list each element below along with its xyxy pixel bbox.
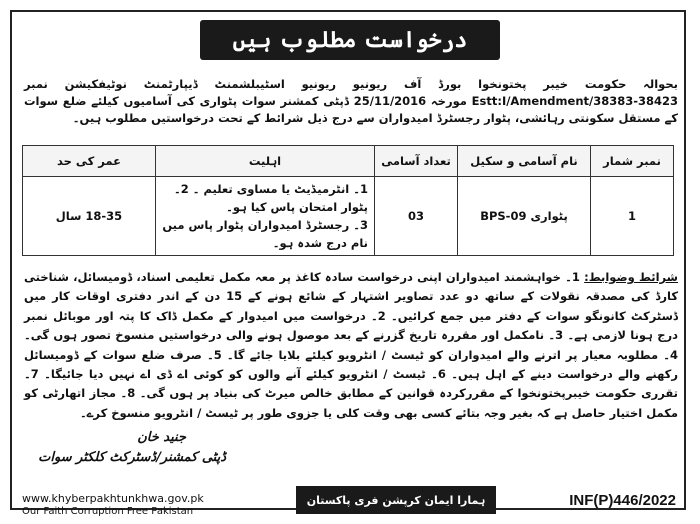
header-qualification: اہلیت — [156, 146, 375, 177]
vacancy-table — [22, 145, 674, 256]
cell-qualification — [156, 177, 375, 256]
reference-number: INF(P)446/2022 — [569, 492, 676, 509]
qualification-line-1: 1۔ انٹرمیڈیٹ یا مساوی تعلیم ۔ 2۔ پٹوار امتحان پاس کیا ہو۔ — [173, 182, 368, 214]
page-title: درخواست مطلوب ہیں — [200, 20, 500, 60]
website-link[interactable]: www.khyberpakhtunkhwa.gov.pk — [22, 492, 204, 505]
signatory-designation: ڈپٹی کمشنر/ڈسٹرکٹ کلکٹر سوات — [38, 450, 226, 465]
signature-block — [26, 428, 226, 468]
slogan-urdu: ہمارا ایمان کرپشن فری پاکستان — [296, 486, 496, 514]
header-post: نام آسامی و سکیل — [458, 146, 591, 177]
cell-serial: 1 — [591, 177, 674, 256]
conditions-paragraph — [24, 268, 678, 423]
cell-age: 18-35 سال — [23, 177, 156, 256]
header-serial: نمبر شمار — [591, 146, 674, 177]
table-row — [23, 177, 674, 256]
table-header-row — [23, 146, 674, 177]
intro-paragraph: بحوالہ حکومت خیبر پختونخوا بورڈ آف ریونیو ریونیو اسٹیبلشمنٹ ڈیپارٹمنٹ نوٹیفکیشن نمبر Estt:I/Amendment/38383-38423 مورخہ 25/11/2016 ڈپٹی کمشنر سوات پٹواری کی آسامیوں کیلئے ضلع سوات کے مستقل سکونتی رہائشی، پٹوار رجسٹرڈ امیدواران سے درج ذیل شرائط کے تحت درخواستیں مطلوب ہیں۔ — [24, 77, 678, 125]
signatory-name: جنید خان — [137, 430, 186, 445]
header-age: عمر کی حد — [23, 146, 156, 177]
conditions-label: شرائط وضوابط: — [584, 270, 678, 284]
conditions-text: 1۔ خواہشمند امیدواران اپنی درخواست سادہ کاغذ پر معہ مکمل تعلیمی اسناد، ڈومیسائل، شناختی کارڈ کی مصدقہ نقولات کے ساتھ دو عدد تصاویر اشتہار کے شائع ہونے کے 15 دن کے اندر دفتری اوقات کار میں ڈسٹرکٹ کانونگو سوات کے دفتر میں جمع کرائیں۔ 2۔ درخواست میں امیدوار کے مکمل ڈاک کا پتہ اور موبائل نمبر درج ہونا لازمی ہے۔ 3۔ نامکمل اور مقررہ تاریخ گزرنے کے بعد موصول ہونے والی درخواستیں منسوخ تصور ہوں گی۔ 4۔ مطلوبہ معیار پر اترنے والے امیدواران کو ٹیسٹ / انٹرویو کیلئے بلایا جائے گا۔ 5۔ صرف ضلع سوات کے ڈومیسائل رکھنے والے درخواست دینے کے اہل ہیں۔ 6۔ ٹیسٹ / انٹرویو کیلئے آنے والوں کو کوئی اے ڈی اے نہیں دیا جائیگا۔ 7۔ تقرری حکومت خیبرپختونخوا کے مقررکردہ قوانین کے مطابق خالص میرٹ کی بنیاد پر ہوں گی۔ 8۔ مجاز اتھارٹی کو مکمل اختیار حاصل ہے کہ بغیر وجہ بتائے کسی بھی وقت کلی یا جزوی طور پر ٹیسٹ / انٹرویو منسوخ کرے۔ — [24, 270, 679, 420]
qualification-line-2: 3۔ رجسٹرڈ امیدواران پٹوار پاس میں نام درج شدہ ہو۔ — [162, 218, 368, 250]
cell-post: پٹواری BPS-09 — [458, 177, 591, 256]
slogan-english: Our Faith Corruption Free Pakistan — [22, 506, 194, 517]
header-count: تعداد آسامی — [375, 146, 458, 177]
cell-count: 03 — [375, 177, 458, 256]
